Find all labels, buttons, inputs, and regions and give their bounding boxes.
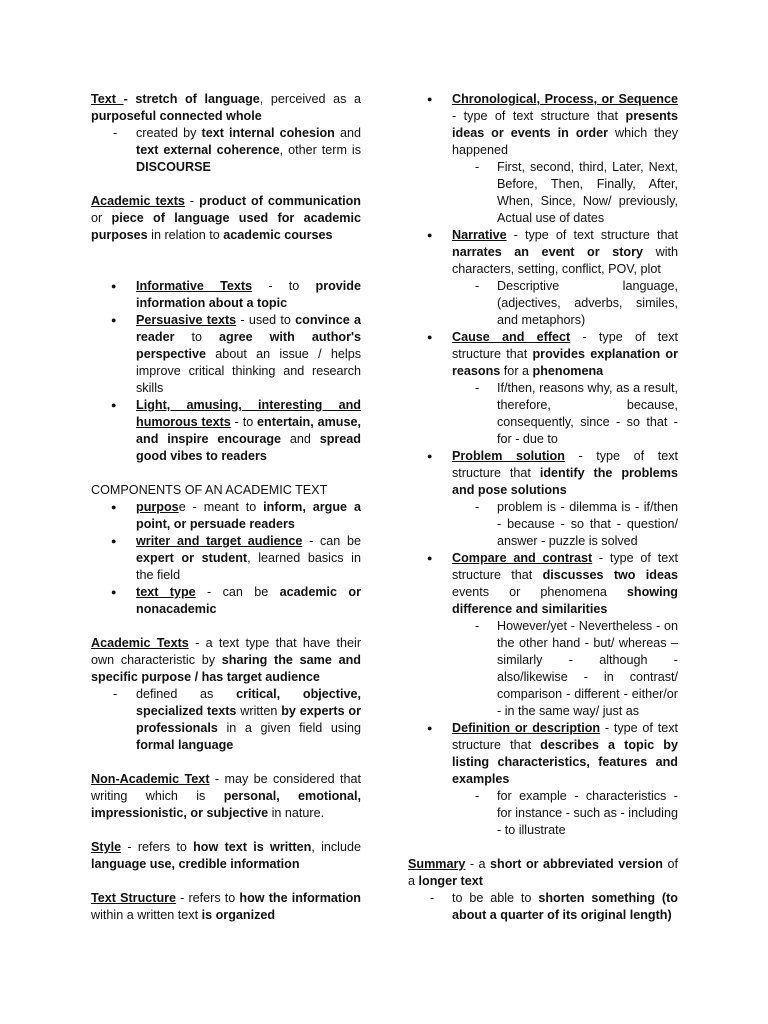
non-academic-paragraph: Non-Academic Text - may be considered that writing which is personal, emotional, impressionistic, or subjective in nature. [91,772,362,820]
term-text: Text [91,92,124,106]
bullet-compare-contrast: ● Compare and contrast - type of text structure that discusses two ideas events or phenomena showing difference and similarities [427,551,679,616]
problem-solution-sub: - problem is - dilemma is - if/then - because - so that - question/ answer - puzzle is solved [475,500,678,548]
bullet-chronological: ● Chronological, Process, or Sequence - type of text structure that presents ideas or events in order which they happened [427,92,678,157]
term-academic-texts: Academic texts [91,194,185,208]
text-definition: Text - stretch of language, perceived as a purposeful connected whole [91,92,361,123]
bullet-marker: ● [111,502,117,512]
bullet-marker: ● [111,587,117,597]
dash-marker: - [475,619,480,633]
bullet-marker: ● [427,230,433,240]
dash-marker: - [475,789,480,803]
dash-marker: - [475,279,480,293]
dash-marker: - [113,687,118,701]
academic-texts-paragraph: Academic Texts - a text type that have their own characteristic by sharing the same and specific purpose / has target audience [91,636,362,684]
bullet-definition: ● Definition or description - type of text structure that describes a topic by listing characteristics, features and examples [427,721,679,786]
bullet-writer: ● writer and target audience - can be expert or student, learned basics in the field [111,534,361,582]
components-heading: COMPONENTS OF AN ACADEMIC TEXT [91,483,328,497]
summary-paragraph: Summary - a short or abbreviated version of a longer text [408,857,678,888]
summary-sub: - to be able to shorten something (to about a quarter of its original length) [430,891,678,922]
left-column [91,91,361,924]
definition-sub: - for example - characteristics - for instance - such as - including - to illustrate [475,789,678,837]
bullet-persuasive: ● Persuasive texts - used to convince a reader to agree with author's perspective about an issue / helps improve critical thinking and research skills [111,313,361,395]
bullet-marker: ● [111,536,117,546]
chronological-sub: - First, second, third, Later, Next, Before, Then, Finally, After, When, Since, Now/ previously, Actual use of dates [475,160,678,225]
bullet-text-type: ● text type - can be academic or nonacademic [111,585,361,616]
dash-marker: - [475,500,480,514]
bullet-marker: ● [111,281,117,291]
compare-contrast-sub: - However/yet - Nevertheless - on the other hand - but/ whereas – similarly - although - also/likewise - in contrast/ comparison - different - either/or - in the same way/ just as [475,619,678,718]
dash-marker: - [475,381,480,395]
text-definition-sub: - created by text internal cohesion and text external coherence, other term is DISCOURSE [113,126,362,174]
dash-marker: - [475,160,480,174]
narrative-sub: - Descriptive language, (adjectives, adverbs, similes, and metaphors) [475,279,678,327]
right-column [408,91,678,924]
bullet-problem-solution: ● Problem solution - type of text structure that identify the problems and pose solutions [427,449,679,497]
academic-texts-sub: - defined as critical, objective, specialized texts written by experts or professionals in a given field using formal language [113,687,362,752]
style-paragraph: Style - refers to how text is written, include language use, credible information [91,840,361,871]
dash-marker: - [113,126,118,140]
bullet-marker: ● [111,315,117,325]
bullet-marker: ● [427,553,433,563]
bullet-light-texts: ● Light, amusing, interesting and humorous texts - to entertain, amuse, and inspire encourage and spread good vibes to readers [111,398,362,463]
bullet-narrative: ● Narrative - type of text structure that narrates an event or story with characters, setting, conflict, POV, plot [427,228,678,276]
text-structure-paragraph: Text Structure - refers to how the information within a written text is organized [91,891,361,922]
cause-effect-sub: - If/then, reasons why, as a result, therefore, because, consequently, since - so that - for - due to [475,381,678,446]
bullet-marker: ● [427,332,433,342]
bullet-marker: ● [111,400,117,410]
bullet-marker: ● [427,94,433,104]
bullet-cause-effect: ● Cause and effect - type of text structure that provides explanation or reasons for a phenomena [427,330,679,378]
bullet-informative: ● Informative Texts - to provide information about a topic [111,279,361,310]
academic-texts-definition: Academic texts - product of communication or piece of language used for academic purposes in relation to academic courses [91,194,361,242]
bullet-marker: ● [427,451,433,461]
bullet-purpose: ● purpose - meant to inform, argue a point, or persuade readers [111,500,361,531]
bullet-marker: ● [427,723,433,733]
dash-marker: - [430,891,435,905]
